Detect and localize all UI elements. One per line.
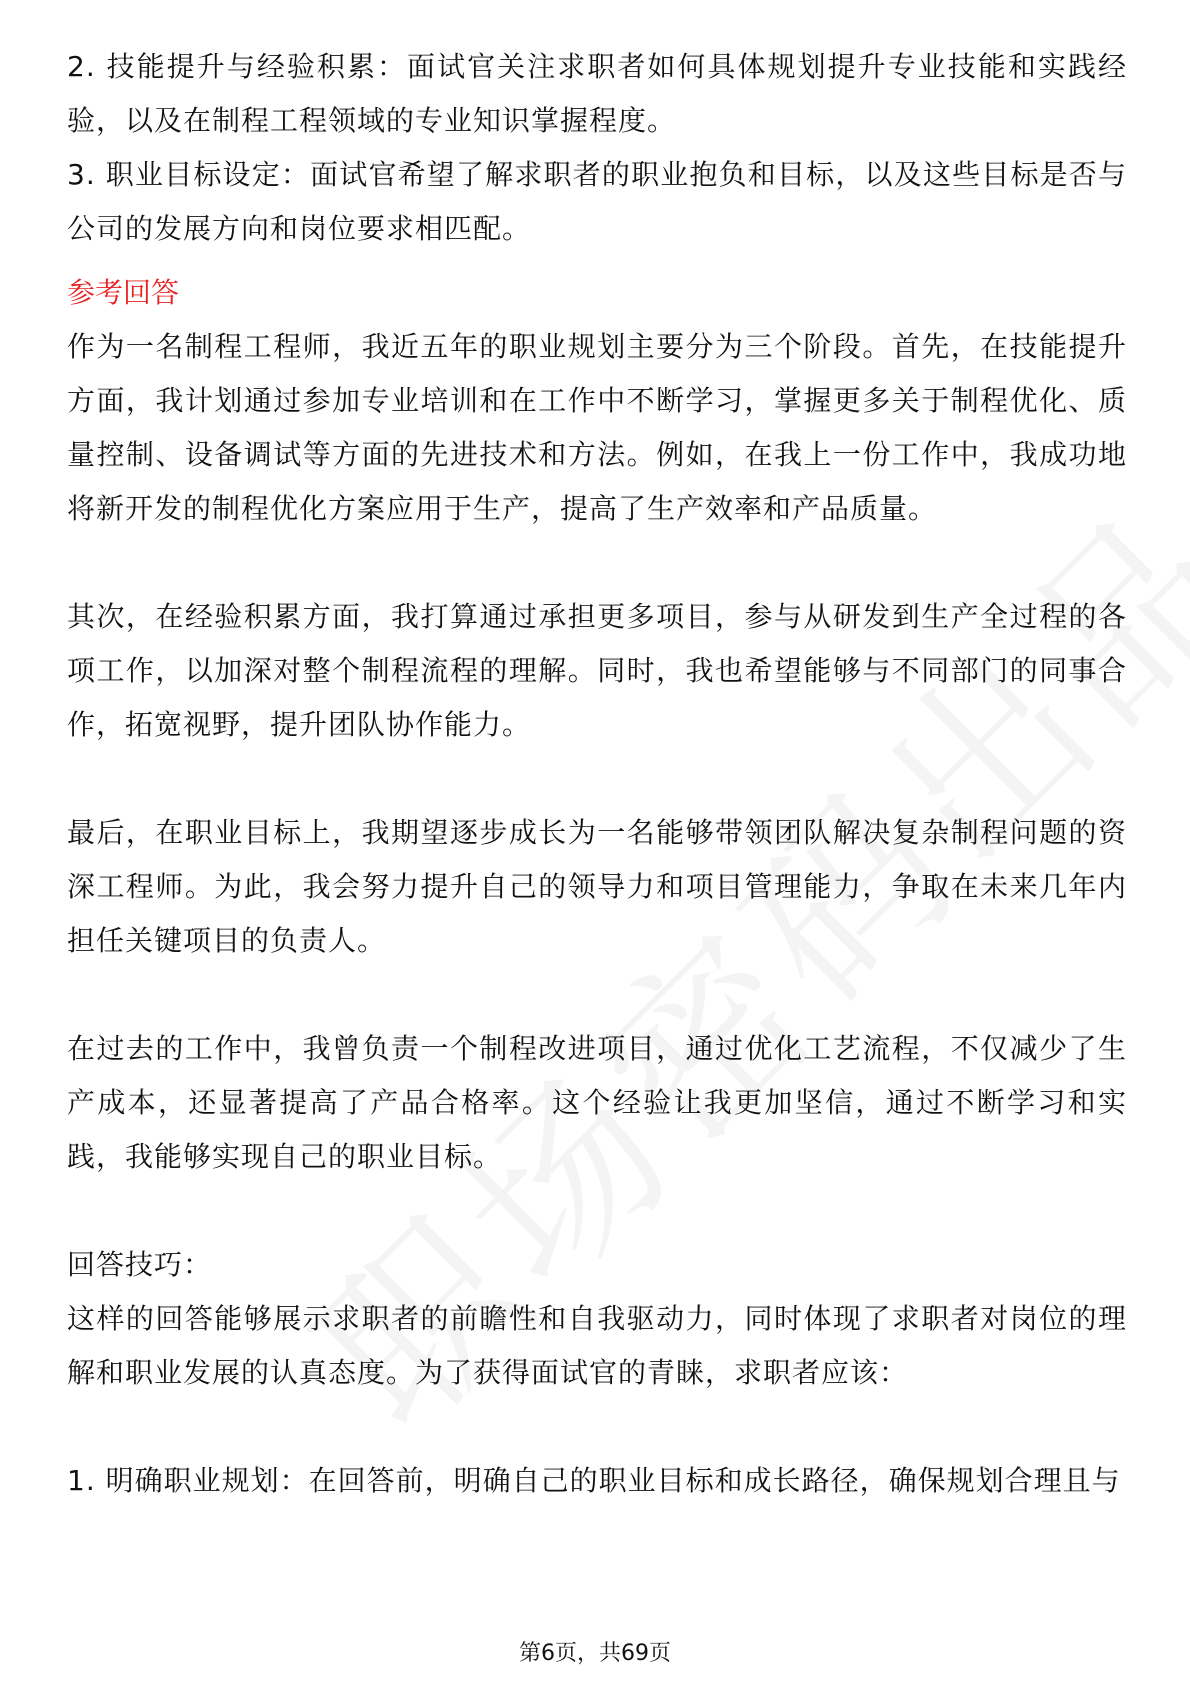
tips-paragraph: 这样的回答能够展示求职者的前瞻性和自我驱动力，同时体现了求职者对岗位的理解和职业发展的认真态度。为了获得面试官的青睐，求职者应该： — [67, 1302, 1127, 1389]
reference-paragraph: 在过去的工作中，我曾负责一个制程改进项目，通过优化工艺流程，不仅减少了生产成本，还显著提高了产品合格率。这个经验让我更加坚信，通过不断学习和实践，我能够实现自己的职业目标。 — [67, 1032, 1127, 1173]
spacer — [67, 1184, 1127, 1238]
reference-paragraph: 作为一名制程工程师，我近五年的职业规划主要分为三个阶段。首先，在技能提升方面，我计划通过参加专业培训和在工作中不断学习，掌握更多关于制程优化、质量控制、设备调试等方面的先进技术和方法。例如，在我上一份工作中，我成功地将新开发的制程优化方案应用于生产，提高了生产效率和产品质量。 — [67, 330, 1127, 525]
spacer — [67, 968, 1127, 1022]
reference-paragraph: 最后，在职业目标上，我期望逐步成长为一名能够带领团队解决复杂制程问题的资深工程师。为此，我会努力提升自己的领导力和项目管理能力，争取在未来几年内担任关键项目的负责人。 — [67, 816, 1127, 957]
intro-point: 3. 职业目标设定：面试官希望了解求职者的职业抱负和目标，以及这些目标是否与公司的发展方向和岗位要求相匹配。 — [67, 158, 1127, 245]
reference-heading: 参考回答 — [67, 276, 180, 309]
spacer — [67, 536, 1127, 590]
reference-paragraph: 其次，在经验积累方面，我打算通过承担更多项目，参与从研发到生产全过程的各项工作，以加深对整个制程流程的理解。同时，我也希望能够与不同部门的同事合作，拓宽视野，提升团队协作能力。 — [67, 600, 1127, 741]
intro-point: 2. 技能提升与经验积累：面试官关注求职者如何具体规划提升专业技能和实践经验，以及在制程工程领域的专业知识掌握程度。 — [67, 50, 1127, 137]
page-footer: 第6页，共69页 — [519, 1641, 671, 1666]
spacer — [67, 1400, 1127, 1454]
spacer — [67, 752, 1127, 806]
tips-point: 1. 明确职业规划：在回答前，明确自己的职业目标和成长路径，确保规划合理且与 — [67, 1464, 1121, 1497]
tips-heading: 回答技巧： — [67, 1248, 213, 1281]
page-content — [67, 40, 1127, 1508]
